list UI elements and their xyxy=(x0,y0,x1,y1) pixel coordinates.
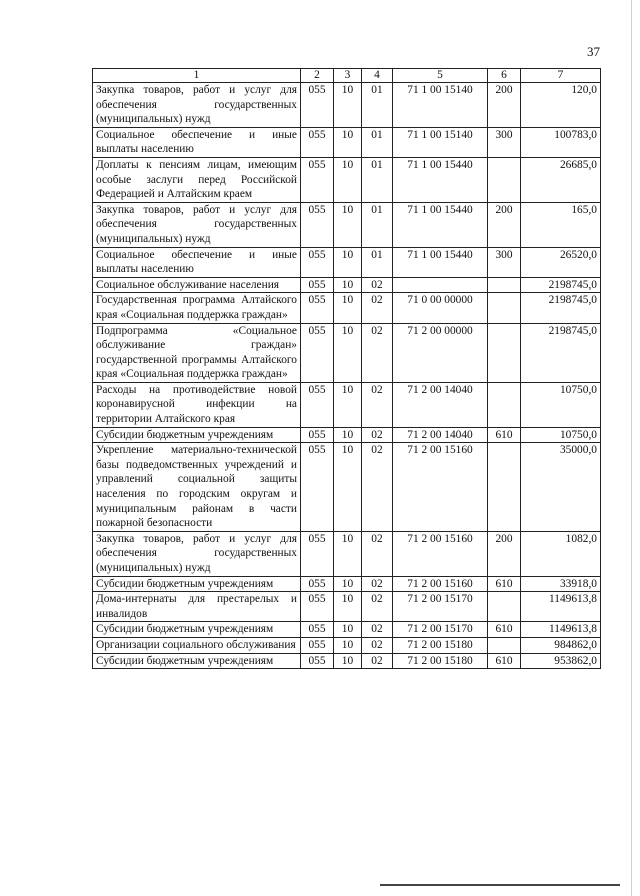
table-row xyxy=(93,323,601,382)
budget-table xyxy=(92,68,601,669)
item-name-cell: Дома-интернаты для престарелых и инвалидов xyxy=(93,592,301,622)
item-name-cell: Социальное обслуживание населения xyxy=(93,277,301,293)
table-row xyxy=(93,653,601,669)
expense-type-cell: 610 xyxy=(488,576,521,592)
expense-type-cell xyxy=(488,277,521,293)
expense-type-cell: 610 xyxy=(488,653,521,669)
target-article-cell: 71 2 00 15160 xyxy=(393,443,488,532)
subsection-code-cell: 02 xyxy=(362,637,393,653)
subsection-code-cell: 02 xyxy=(362,622,393,638)
ministry-code-cell: 055 xyxy=(301,323,334,382)
item-name-cell: Субсидии бюджетным учреждениям xyxy=(93,427,301,443)
table-row xyxy=(93,157,601,202)
section-code-cell: 10 xyxy=(334,637,362,653)
amount-cell: 10750,0 xyxy=(521,382,601,427)
table-row xyxy=(93,247,601,277)
subsection-code-cell: 01 xyxy=(362,127,393,157)
expense-type-cell: 300 xyxy=(488,127,521,157)
section-code-cell: 10 xyxy=(334,427,362,443)
subsection-code-cell: 02 xyxy=(362,576,393,592)
section-code-cell: 10 xyxy=(334,443,362,532)
ministry-code-cell: 055 xyxy=(301,293,334,323)
amount-cell: 1082,0 xyxy=(521,531,601,576)
section-code-cell: 10 xyxy=(334,83,362,128)
section-code-cell: 10 xyxy=(334,382,362,427)
target-article-cell: 71 1 00 15440 xyxy=(393,157,488,202)
item-name-cell: Подпрограмма «Социальное обслуживание граждан» государственной программы Алтайского края «Социальная поддержка граждан» xyxy=(93,323,301,382)
expense-type-cell xyxy=(488,592,521,622)
subsection-code-cell: 02 xyxy=(362,293,393,323)
item-name-cell: Субсидии бюджетным учреждениям xyxy=(93,653,301,669)
amount-cell: 1149613,8 xyxy=(521,592,601,622)
ministry-code-cell: 055 xyxy=(301,247,334,277)
expense-type-cell xyxy=(488,157,521,202)
column-header: 3 xyxy=(334,69,362,83)
item-name-cell: Субсидии бюджетным учреждениям xyxy=(93,576,301,592)
item-name-cell: Доплаты к пенсиям лицам, имеющим особые заслуги перед Российской Федерацией и Алтайским краем xyxy=(93,157,301,202)
target-article-cell: 71 2 00 14040 xyxy=(393,382,488,427)
ministry-code-cell: 055 xyxy=(301,277,334,293)
section-code-cell: 10 xyxy=(334,157,362,202)
item-name-cell: Государственная программа Алтайского края «Социальная поддержка граждан» xyxy=(93,293,301,323)
table-row xyxy=(93,531,601,576)
subsection-code-cell: 02 xyxy=(362,382,393,427)
section-code-cell: 10 xyxy=(334,277,362,293)
section-code-cell: 10 xyxy=(334,576,362,592)
target-article-cell: 71 1 00 15140 xyxy=(393,127,488,157)
table-row xyxy=(93,293,601,323)
expense-type-cell: 610 xyxy=(488,427,521,443)
target-article-cell: 71 2 00 15160 xyxy=(393,531,488,576)
section-code-cell: 10 xyxy=(334,323,362,382)
amount-cell: 100783,0 xyxy=(521,127,601,157)
scan-artifact-edge xyxy=(631,0,632,896)
section-code-cell: 10 xyxy=(334,622,362,638)
expense-type-cell: 200 xyxy=(488,202,521,247)
subsection-code-cell: 02 xyxy=(362,653,393,669)
subsection-code-cell: 02 xyxy=(362,277,393,293)
target-article-cell: 71 0 00 00000 xyxy=(393,293,488,323)
amount-cell: 33918,0 xyxy=(521,576,601,592)
item-name-cell: Укрепление материально-технической базы подведомственных учреждений и управлений социальной защиты населения по городским округам и муниципальным районам в части пожарной безопасности xyxy=(93,443,301,532)
expense-type-cell xyxy=(488,293,521,323)
table-row xyxy=(93,576,601,592)
target-article-cell: 71 2 00 15180 xyxy=(393,653,488,669)
ministry-code-cell: 055 xyxy=(301,382,334,427)
amount-cell: 35000,0 xyxy=(521,443,601,532)
ministry-code-cell: 055 xyxy=(301,653,334,669)
table-body xyxy=(93,83,601,669)
section-code-cell: 10 xyxy=(334,653,362,669)
ministry-code-cell: 055 xyxy=(301,202,334,247)
target-article-cell xyxy=(393,277,488,293)
table-row xyxy=(93,592,601,622)
target-article-cell: 71 2 00 14040 xyxy=(393,427,488,443)
table-row xyxy=(93,443,601,532)
amount-cell: 165,0 xyxy=(521,202,601,247)
item-name-cell: Закупка товаров, работ и услуг для обеспечения государственных (муниципальных) нужд xyxy=(93,531,301,576)
expense-type-cell: 610 xyxy=(488,622,521,638)
item-name-cell: Закупка товаров, работ и услуг для обеспечения государственных (муниципальных) нужд xyxy=(93,202,301,247)
target-article-cell: 71 1 00 15140 xyxy=(393,83,488,128)
subsection-code-cell: 02 xyxy=(362,323,393,382)
amount-cell: 2198745,0 xyxy=(521,277,601,293)
item-name-cell: Закупка товаров, работ и услуг для обеспечения государственных (муниципальных) нужд xyxy=(93,83,301,128)
amount-cell: 2198745,0 xyxy=(521,293,601,323)
section-code-cell: 10 xyxy=(334,247,362,277)
ministry-code-cell: 055 xyxy=(301,637,334,653)
ministry-code-cell: 055 xyxy=(301,622,334,638)
item-name-cell: Субсидии бюджетным учреждениям xyxy=(93,622,301,638)
amount-cell: 984862,0 xyxy=(521,637,601,653)
item-name-cell: Социальное обеспечение и иные выплаты населению xyxy=(93,127,301,157)
subsection-code-cell: 01 xyxy=(362,247,393,277)
table-row xyxy=(93,127,601,157)
target-article-cell: 71 2 00 15170 xyxy=(393,622,488,638)
ministry-code-cell: 055 xyxy=(301,427,334,443)
amount-cell: 26520,0 xyxy=(521,247,601,277)
ministry-code-cell: 055 xyxy=(301,443,334,532)
target-article-cell: 71 2 00 15170 xyxy=(393,592,488,622)
amount-cell: 120,0 xyxy=(521,83,601,128)
amount-cell: 953862,0 xyxy=(521,653,601,669)
subsection-code-cell: 02 xyxy=(362,443,393,532)
expense-type-cell xyxy=(488,637,521,653)
table-header-row xyxy=(93,69,601,83)
table-row xyxy=(93,83,601,128)
expense-type-cell: 200 xyxy=(488,83,521,128)
item-name-cell: Расходы на противодействие новой коронавирусной инфекции на территории Алтайского края xyxy=(93,382,301,427)
subsection-code-cell: 01 xyxy=(362,157,393,202)
expense-type-cell xyxy=(488,443,521,532)
target-article-cell: 71 2 00 00000 xyxy=(393,323,488,382)
table-row xyxy=(93,277,601,293)
target-article-cell: 71 2 00 15160 xyxy=(393,576,488,592)
expense-type-cell: 300 xyxy=(488,247,521,277)
expense-type-cell xyxy=(488,323,521,382)
column-header: 1 xyxy=(93,69,301,83)
section-code-cell: 10 xyxy=(334,202,362,247)
subsection-code-cell: 01 xyxy=(362,202,393,247)
subsection-code-cell: 01 xyxy=(362,83,393,128)
amount-cell: 1149613,8 xyxy=(521,622,601,638)
target-article-cell: 71 1 00 15440 xyxy=(393,202,488,247)
subsection-code-cell: 02 xyxy=(362,531,393,576)
amount-cell: 10750,0 xyxy=(521,427,601,443)
ministry-code-cell: 055 xyxy=(301,592,334,622)
scan-artifact-line xyxy=(380,884,620,886)
amount-cell: 2198745,0 xyxy=(521,323,601,382)
table-row xyxy=(93,202,601,247)
table-row xyxy=(93,427,601,443)
item-name-cell: Социальное обеспечение и иные выплаты населению xyxy=(93,247,301,277)
table-row xyxy=(93,637,601,653)
column-header: 4 xyxy=(362,69,393,83)
section-code-cell: 10 xyxy=(334,531,362,576)
table-row xyxy=(93,382,601,427)
ministry-code-cell: 055 xyxy=(301,157,334,202)
subsection-code-cell: 02 xyxy=(362,592,393,622)
column-header: 2 xyxy=(301,69,334,83)
column-header: 5 xyxy=(393,69,488,83)
target-article-cell: 71 2 00 15180 xyxy=(393,637,488,653)
item-name-cell: Организации социального обслуживания xyxy=(93,637,301,653)
table-row xyxy=(93,622,601,638)
section-code-cell: 10 xyxy=(334,293,362,323)
column-header: 6 xyxy=(488,69,521,83)
expense-type-cell: 200 xyxy=(488,531,521,576)
expense-type-cell xyxy=(488,382,521,427)
section-code-cell: 10 xyxy=(334,127,362,157)
ministry-code-cell: 055 xyxy=(301,127,334,157)
target-article-cell: 71 1 00 15440 xyxy=(393,247,488,277)
ministry-code-cell: 055 xyxy=(301,83,334,128)
page-number: 37 xyxy=(587,44,600,59)
amount-cell: 26685,0 xyxy=(521,157,601,202)
ministry-code-cell: 055 xyxy=(301,576,334,592)
subsection-code-cell: 02 xyxy=(362,427,393,443)
ministry-code-cell: 055 xyxy=(301,531,334,576)
section-code-cell: 10 xyxy=(334,592,362,622)
column-header: 7 xyxy=(521,69,601,83)
